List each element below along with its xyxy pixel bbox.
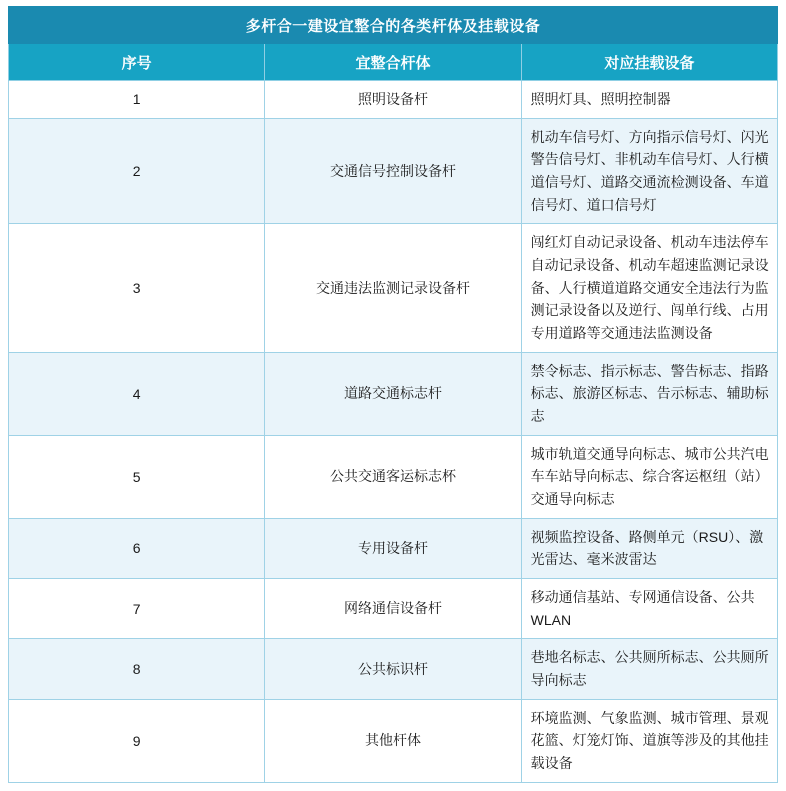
row-pole-type: 专用设备杆 <box>265 518 521 578</box>
row-equipment: 城市轨道交通导向标志、城市公共汽电车车站导向标志、综合客运枢纽（站）交通导向标志 <box>521 435 777 518</box>
pole-integration-table <box>8 6 778 783</box>
table-row <box>9 579 778 639</box>
row-index: 4 <box>9 352 265 435</box>
table-title: 多杆合一建设宜整合的各类杆体及挂载设备 <box>9 7 778 44</box>
row-pole-type: 照明设备杆 <box>265 81 521 119</box>
row-equipment: 视频监控设备、路侧单元（RSU）、激光雷达、毫米波雷达 <box>521 518 777 578</box>
row-pole-type: 道路交通标志杆 <box>265 352 521 435</box>
table-row <box>9 81 778 119</box>
row-index: 8 <box>9 639 265 699</box>
row-equipment: 移动通信基站、专网通信设备、公共 WLAN <box>521 579 777 639</box>
row-pole-type: 交通信号控制设备杆 <box>265 118 521 224</box>
row-index: 5 <box>9 435 265 518</box>
row-index: 7 <box>9 579 265 639</box>
table-row <box>9 352 778 435</box>
column-header-index: 序号 <box>9 44 265 81</box>
row-pole-type: 网络通信设备杆 <box>265 579 521 639</box>
table-title-row <box>9 7 778 44</box>
table-row <box>9 639 778 699</box>
row-index: 2 <box>9 118 265 224</box>
table-row <box>9 435 778 518</box>
row-equipment: 照明灯具、照明控制器 <box>521 81 777 119</box>
row-index: 1 <box>9 81 265 119</box>
row-index: 9 <box>9 699 265 782</box>
row-equipment: 巷地名标志、公共厕所标志、公共厕所导向标志 <box>521 639 777 699</box>
row-index: 3 <box>9 224 265 352</box>
table-row <box>9 518 778 578</box>
row-equipment: 机动车信号灯、方向指示信号灯、闪光警告信号灯、非机动车信号灯、人行横道信号灯、道路交通流检测设备、车道信号灯、道口信号灯 <box>521 118 777 224</box>
row-pole-type: 交通违法监测记录设备杆 <box>265 224 521 352</box>
row-equipment: 禁令标志、指示标志、警告标志、指路标志、旅游区标志、告示标志、辅助标志 <box>521 352 777 435</box>
row-index: 6 <box>9 518 265 578</box>
column-header-equipment: 对应挂载设备 <box>521 44 777 81</box>
table-row <box>9 699 778 782</box>
table-row <box>9 224 778 352</box>
table-row <box>9 118 778 224</box>
column-header-pole: 宜整合杆体 <box>265 44 521 81</box>
row-equipment: 闯红灯自动记录设备、机动车违法停车自动记录设备、机动车超速监测记录设备、人行横道道路交通安全违法行为监测记录设备以及逆行、闯单行线、占用专用道路等交通违法监测设备 <box>521 224 777 352</box>
row-pole-type: 公共交通客运标志杯 <box>265 435 521 518</box>
table-header-row <box>9 44 778 81</box>
row-equipment: 环境监测、气象监测、城市管理、景观花篮、灯笼灯饰、道旗等涉及的其他挂载设备 <box>521 699 777 782</box>
row-pole-type: 其他杆体 <box>265 699 521 782</box>
row-pole-type: 公共标识杆 <box>265 639 521 699</box>
